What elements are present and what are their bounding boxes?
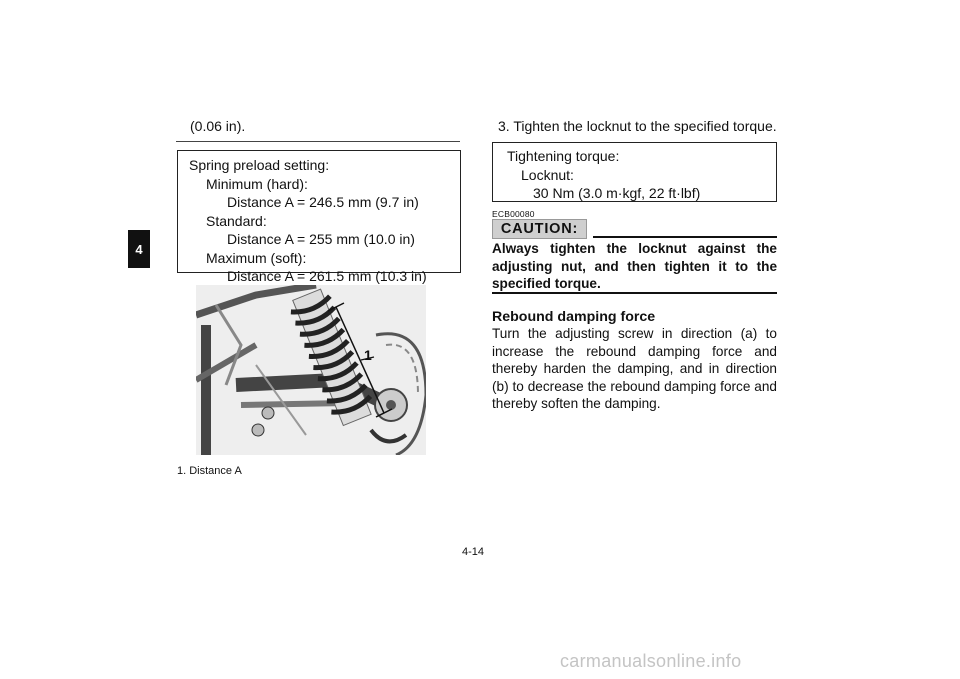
spec-max-label: Maximum (soft): bbox=[206, 249, 307, 266]
caution-top-rule bbox=[593, 236, 777, 238]
section-title: Rebound damping force bbox=[492, 309, 656, 325]
spec-max-value: Distance A = 261.5 mm (10.3 in) bbox=[227, 268, 427, 284]
torque-title: Tightening torque: bbox=[507, 148, 620, 164]
page-number: 4-14 bbox=[462, 546, 485, 558]
spec-min-value: Distance A = 246.5 mm (9.7 in) bbox=[227, 194, 419, 210]
torque-item: Locknut: bbox=[521, 166, 574, 183]
callout-1: 1 bbox=[364, 347, 372, 363]
section-body: Turn the adjusting screw in direction (a) to increase the rebound damping force and thereby harden the damping, and in direction (b) to decrease the rebound damping force and thereby soften the damping. bbox=[492, 326, 777, 411]
continued-text: (0.06 in). bbox=[190, 118, 246, 134]
spec-min-label: Minimum (hard): bbox=[206, 175, 308, 192]
shock-absorber-illustration bbox=[196, 285, 426, 455]
spring-preload-spec-box bbox=[177, 150, 461, 284]
watermark: carmanualsonline.info bbox=[560, 651, 742, 671]
step-3-text: 3. Tighten the locknut to the specified torque. bbox=[498, 118, 777, 134]
tightening-torque-box bbox=[492, 142, 777, 202]
caution-text: Always tighten the locknut against the adjusting nut, and then tighten it to the specified torque. bbox=[492, 241, 777, 291]
caution-label: CAUTION: bbox=[492, 219, 587, 239]
torque-value: 30 Nm (3.0 m·kgf, 22 ft·lbf) bbox=[533, 185, 701, 201]
spec-title: Spring preload setting: bbox=[189, 157, 330, 173]
caution-code: ECB00080 bbox=[492, 209, 535, 219]
figure-caption: 1. Distance A bbox=[177, 465, 242, 477]
spec-std-label: Standard: bbox=[206, 212, 267, 229]
shock-absorber-photo bbox=[196, 285, 426, 455]
spec-std-value: Distance A = 255 mm (10.0 in) bbox=[227, 231, 415, 247]
section-divider bbox=[176, 141, 460, 142]
chapter-tab: 4 bbox=[128, 230, 150, 268]
caution-bottom-rule bbox=[492, 292, 777, 294]
